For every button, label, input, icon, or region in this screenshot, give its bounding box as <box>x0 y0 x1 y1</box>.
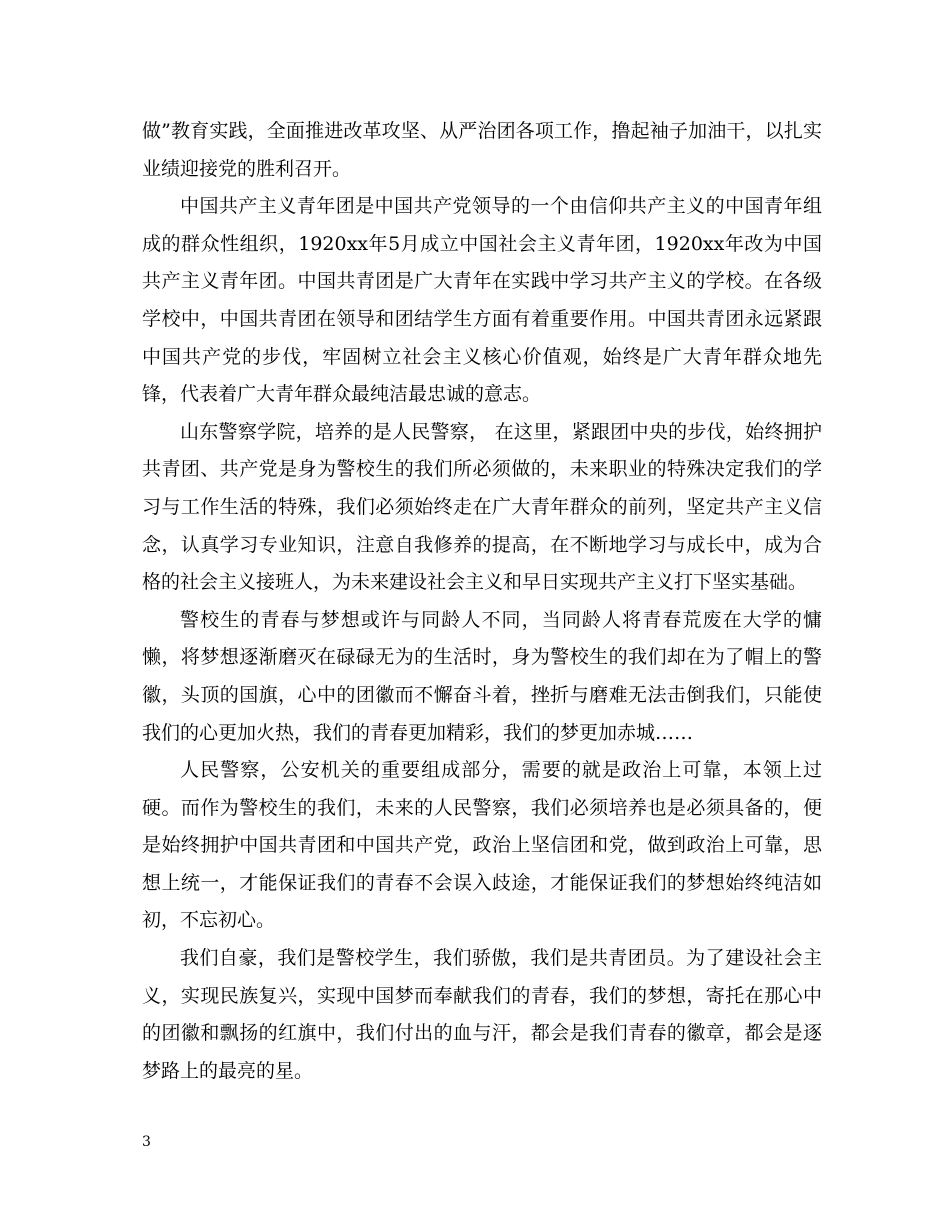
paragraph-youth-and-dreams: 警校生的青春与梦想或许与同龄人不同，当同龄人将青春荒废在大学的慵懒，将梦想逐渐磨灭在碌碌无为的生活时，身为警校生的我们却在为了帽上的警徽，头顶的国旗，心中的团徽而不懈奋斗着，挫折与磨难无法击倒我们，只能使我们的心更加火热，我们的青春更加精彩，我们的梦更加赤城…… <box>142 608 822 744</box>
paragraph-police-academy: 山东警察学院，培养的是人民警察， 在这里，紧跟团中央的步伐，始终拥护共青团、共产党是身为警校生的我们所必须做的，未来职业的特殊决定我们的学习与工作生活的特殊，我们必须始终走在广大青年群众的前列，坚定共产主义信念，认真学习专业知识，注意自我修养的提高，在不断地学习与成长中，成为合格的社会主义接班人，为未来建设社会主义和早日实现共产主义打下坚实基础。 <box>142 420 822 594</box>
paragraph-peoples-police: 人民警察，公安机关的重要组成部分，需要的就是政治上可靠，本领上过硬。而作为警校生的我们，未来的人民警察，我们必须培养也是必须具备的，便是始终拥护中国共青团和中国共产党，政治上坚信团和党，做到政治上可靠，思想上统一，才能保证我们的青春不会误入歧途，才能保证我们的梦想始终纯洁如初，不忘初心。 <box>142 759 822 932</box>
page-number: 3 <box>142 1134 151 1150</box>
document-body <box>142 113 822 1090</box>
paragraph-youth-league-intro: 中国共产主义青年团是中国共产党领导的一个由信仰共产主义的中国青年组成的群众性组织，1920xx年5月成立中国社会主义青年团，1920xx年改为中国共产主义青年团。中国共青团是广大青年在实践中学习共产主义的学校。在各级学校中，中国共青团在领导和团结学生方面有着重要作用。中国共青团永远紧跟中国共产党的步伐，牢固树立社会主义核心价值观，始终是广大青年群众地先锋，代表着广大青年群众最纯洁最忠诚的意志。 <box>142 195 822 406</box>
paragraph-conclusion: 我们自豪，我们是警校学生，我们骄傲，我们是共青团员。为了建设社会主义，实现民族复兴，实现中国梦而奉献我们的青春，我们的梦想，寄托在那心中的团徽和飘扬的红旗中，我们付出的血与汗，都会是我们青春的徽章，都会是逐梦路上的最亮的星。 <box>142 947 822 1082</box>
paragraph-continuation: 做”教育实践，全面推进改革攻坚、从严治团各项工作，撸起袖子加油干，以扎实业绩迎接党的胜利召开。 <box>142 120 822 180</box>
